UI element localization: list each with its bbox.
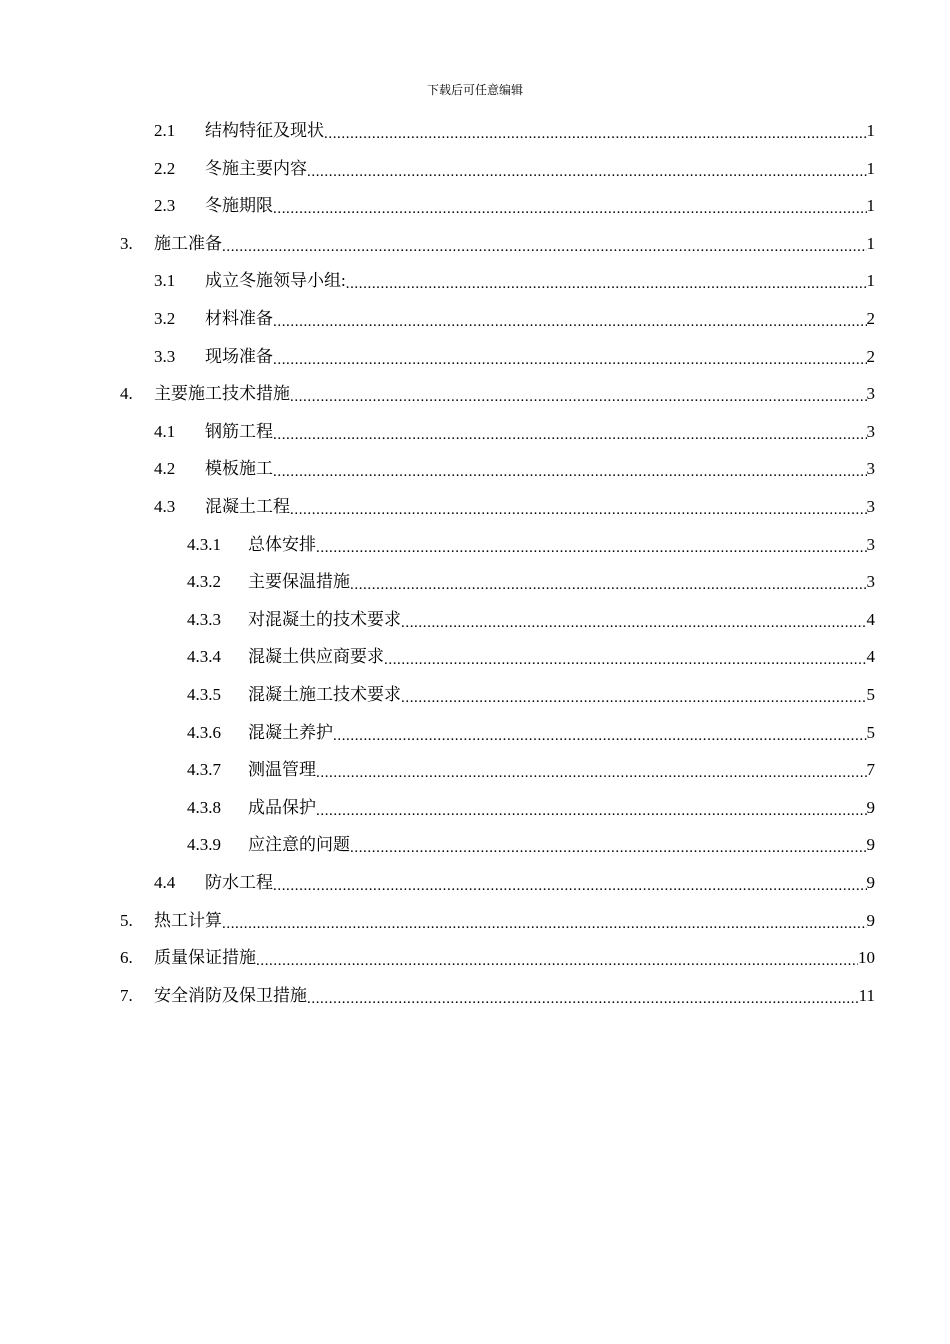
toc-leader-dots (256, 944, 858, 972)
toc-leader-dots (273, 869, 867, 897)
toc-leader-dots (401, 606, 867, 634)
toc-entry-number: 4.3.9 (187, 835, 221, 855)
toc-leader-dots (273, 418, 867, 446)
toc-entry-page: 2 (866, 346, 875, 366)
toc-entry-number: 4.3.2 (187, 572, 221, 592)
toc-entry-number: 4.3.1 (187, 534, 221, 554)
toc-entry-title: 混凝土供应商要求 (248, 647, 384, 667)
toc-entry-title: 结构特征及现状 (205, 121, 324, 140)
toc-entry-number: 4.3.4 (187, 647, 221, 667)
toc-leader-dots (316, 756, 867, 784)
toc-leader-dots (333, 719, 867, 747)
toc-entry-number: 4.2 (154, 459, 176, 479)
toc-entry-title: 对混凝土的技术要求 (248, 609, 401, 629)
toc-entry[interactable] (187, 568, 875, 596)
toc-entry[interactable] (154, 267, 875, 295)
toc-entry-page: 1 (866, 121, 875, 140)
toc-entry-number: 3.2 (154, 309, 176, 328)
toc-leader-dots (401, 681, 867, 709)
toc-entry[interactable] (154, 455, 875, 483)
toc-entry-number: 4.3.5 (187, 685, 221, 704)
toc-entry-title: 现场准备 (205, 346, 273, 366)
toc-entry-title: 模板施工 (205, 459, 273, 479)
toc-entry-number: 2.2 (154, 158, 176, 178)
toc-entry-page: 4 (866, 647, 875, 667)
toc-leader-dots (316, 794, 867, 822)
toc-entry[interactable] (187, 643, 875, 671)
toc-entry[interactable] (154, 305, 875, 333)
toc-entry-title: 混凝土工程 (205, 497, 290, 516)
toc-entry[interactable] (187, 681, 875, 709)
toc-entry-title: 冬施期限 (205, 196, 273, 216)
toc-entry-title: 成品保护 (248, 797, 316, 817)
toc-entry-page: 4 (866, 609, 875, 629)
toc-entry-page: 3 (866, 497, 875, 516)
toc-entry[interactable] (154, 192, 875, 220)
toc-entry-title: 测温管理 (248, 760, 316, 780)
toc-leader-dots (273, 192, 867, 220)
toc-entry[interactable] (120, 944, 875, 972)
toc-entry-title: 安全消防及保卫措施 (154, 985, 307, 1005)
toc-entry-number: 7. (120, 985, 133, 1005)
toc-entry-title: 冬施主要内容 (205, 158, 307, 178)
toc-entry-title: 总体安排 (248, 534, 316, 554)
toc-entry[interactable] (120, 230, 875, 258)
toc-entry-title: 主要施工技术措施 (154, 384, 290, 404)
toc-leader-dots (273, 343, 867, 371)
toc-entry-page: 3 (866, 384, 875, 404)
toc-entry-title: 钢筋工程 (205, 421, 273, 441)
toc-entry-page: 3 (866, 421, 875, 441)
toc-entry-page: 11 (858, 985, 875, 1005)
toc-entry-title: 混凝土养护 (248, 722, 333, 742)
toc-entry-title: 热工计算 (154, 910, 222, 930)
toc-entry-page: 2 (866, 309, 875, 328)
page-header: 下载后可任意编辑 (426, 83, 523, 97)
toc-entry-page: 9 (866, 873, 875, 892)
toc-entry-page: 5 (866, 722, 875, 742)
toc-entry[interactable] (154, 155, 875, 183)
toc-entry[interactable] (154, 493, 875, 521)
toc-entry-page: 7 (866, 760, 875, 780)
toc-entry-number: 4. (120, 384, 133, 404)
toc-leader-dots (290, 493, 867, 521)
toc-entry[interactable] (187, 719, 875, 747)
toc-entry-title: 材料准备 (205, 309, 273, 328)
toc-entry-number: 2.1 (154, 121, 176, 140)
toc-entry-number: 4.3.6 (187, 722, 221, 742)
toc-entry[interactable] (187, 606, 875, 634)
toc-entry-page: 9 (866, 797, 875, 817)
toc-entry[interactable] (187, 756, 875, 784)
toc-entry-number: 4.3.7 (187, 760, 221, 780)
toc-entry[interactable] (187, 831, 875, 859)
toc-entry-page: 1 (866, 158, 875, 178)
toc-leader-dots (222, 230, 867, 258)
toc-leader-dots (316, 531, 867, 559)
toc-entry[interactable] (120, 380, 875, 408)
toc-entry-page: 9 (866, 910, 875, 930)
toc-entry-number: 4.3.3 (187, 609, 221, 629)
toc-entry[interactable] (154, 418, 875, 446)
toc-entry[interactable] (120, 907, 875, 935)
toc-leader-dots (222, 907, 867, 935)
toc-entry-title: 施工准备 (154, 233, 222, 253)
toc-leader-dots (307, 982, 859, 1010)
toc-entry[interactable] (120, 982, 875, 1010)
toc-entry[interactable] (187, 531, 875, 559)
toc-leader-dots (346, 267, 867, 295)
toc-entry-title: 成立冬施领导小组: (205, 271, 346, 291)
toc-entry-number: 5. (120, 910, 133, 930)
toc-leader-dots (324, 117, 867, 145)
toc-entry-page: 3 (866, 572, 875, 592)
toc-leader-dots (350, 831, 867, 859)
toc-entry-page: 1 (866, 196, 875, 216)
toc-entry[interactable] (187, 794, 875, 822)
toc-entry-page: 9 (866, 835, 875, 855)
toc-entry-page: 10 (858, 948, 875, 968)
toc-entry-number: 3.1 (154, 271, 176, 291)
toc-entry-number: 3. (120, 233, 133, 253)
toc-leader-dots (290, 380, 867, 408)
toc-entry-number: 2.3 (154, 196, 176, 216)
toc-leader-dots (350, 568, 867, 596)
toc-leader-dots (307, 155, 867, 183)
toc-entry-title: 质量保证措施 (154, 948, 256, 968)
toc-entry-title: 混凝土施工技术要求 (248, 685, 401, 704)
toc-entry-title: 主要保温措施 (248, 572, 350, 592)
toc-leader-dots (384, 643, 867, 671)
toc-entry-number: 4.3 (154, 497, 176, 516)
toc-leader-dots (273, 305, 867, 333)
toc-entry[interactable] (154, 343, 875, 371)
toc-entry-title: 应注意的问题 (248, 835, 350, 855)
toc-entry-page: 3 (866, 534, 875, 554)
toc-entry-number: 4.3.8 (187, 797, 221, 817)
toc-entry-number: 3.3 (154, 346, 176, 366)
toc-entry-page: 1 (866, 233, 875, 253)
toc-entry[interactable] (154, 117, 875, 145)
toc-leader-dots (273, 455, 867, 483)
toc-entry-number: 6. (120, 948, 133, 968)
toc-entry-number: 4.4 (154, 873, 176, 892)
toc-entry[interactable] (154, 869, 875, 897)
toc-entry-page: 3 (866, 459, 875, 479)
toc-entry-page: 5 (866, 685, 875, 704)
toc-entry-page: 1 (866, 271, 875, 291)
toc-entry-number: 4.1 (154, 421, 176, 441)
toc-entry-title: 防水工程 (205, 873, 273, 892)
